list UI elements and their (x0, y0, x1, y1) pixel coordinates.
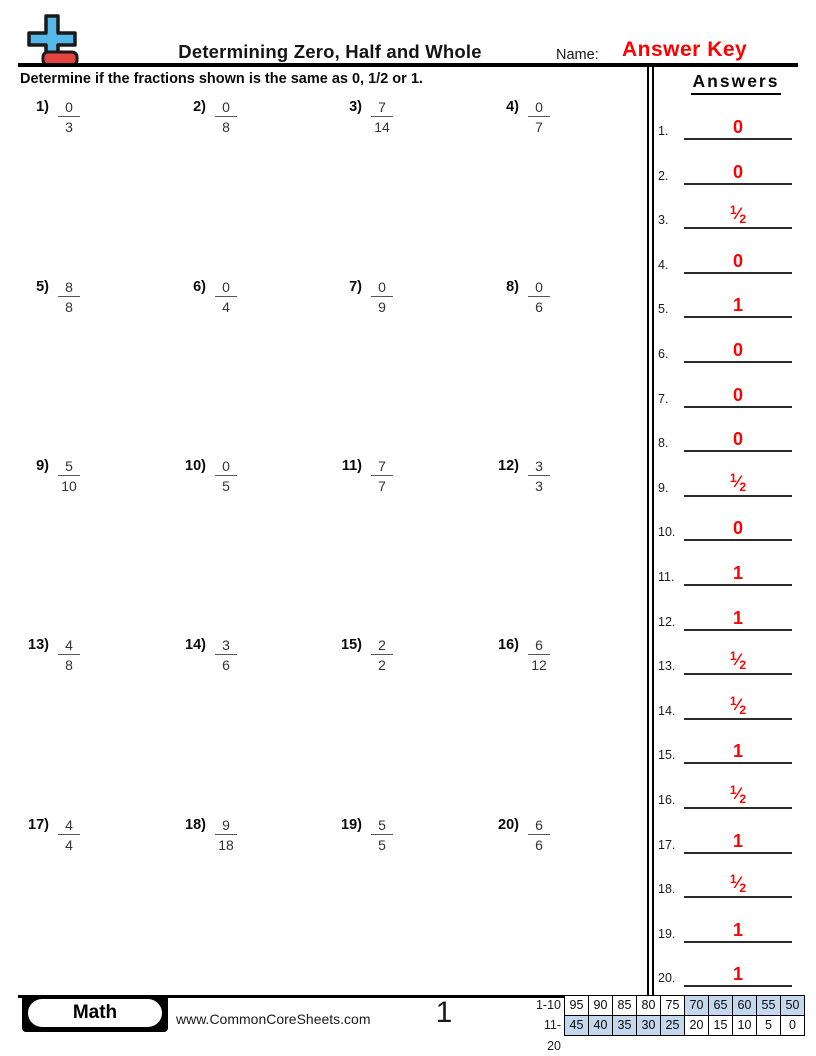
score-cell: 75 (660, 995, 685, 1016)
answer-row-19 (652, 914, 816, 943)
answer-row-20 (652, 958, 816, 987)
problem-9 (22, 458, 80, 494)
answer-blank-line (684, 896, 792, 898)
answer-value: 1 (732, 563, 743, 583)
answer-row-12 (652, 602, 816, 631)
problem-fraction (215, 817, 237, 853)
problem-fraction (371, 637, 393, 673)
answer-value: 0 (732, 162, 743, 182)
problem-13 (22, 637, 80, 673)
answer-value: 0 (732, 385, 743, 405)
answer-blank-line (684, 539, 792, 541)
answer-number: 10. (658, 525, 676, 539)
answer-number: 16. (658, 793, 676, 807)
fraction-numerator: 3 (215, 637, 237, 655)
answers-title: Answers (691, 71, 782, 95)
answer-row-5 (652, 289, 816, 318)
answer-row-6 (652, 334, 816, 363)
answer-number: 3. (658, 213, 669, 227)
fraction-numerator: 5 (371, 817, 393, 835)
problem-11 (335, 458, 393, 494)
problem-fraction (58, 458, 80, 494)
problem-fraction (58, 99, 80, 135)
score-cell: 30 (636, 1015, 661, 1036)
answer-blank-line (684, 673, 792, 675)
answer-number: 20. (658, 971, 676, 985)
answer-value: $^1$⁄2 (729, 471, 747, 494)
fraction-numerator: 0 (58, 99, 80, 117)
problem-10 (179, 458, 237, 494)
answer-blank-line (684, 718, 792, 720)
problem-number: 8) (506, 279, 519, 295)
problem-fraction (528, 637, 550, 673)
score-cell: 55 (756, 995, 781, 1016)
problem-17 (22, 817, 80, 853)
answer-blank-line (684, 807, 792, 809)
problem-5 (22, 279, 80, 315)
problem-fraction (58, 817, 80, 853)
website-url: www.CommonCoreSheets.com (176, 1011, 371, 1027)
answer-value: 0 (732, 340, 743, 360)
fraction-denominator: 18 (218, 837, 234, 853)
answer-value: 1 (732, 831, 743, 851)
problem-2 (179, 99, 237, 135)
fraction-denominator: 5 (378, 837, 386, 853)
answer-number: 17. (658, 838, 676, 852)
answer-number: 19. (658, 927, 676, 941)
answer-row-14 (652, 691, 816, 720)
fraction-denominator: 6 (535, 837, 543, 853)
score-cell: 80 (636, 995, 661, 1016)
fraction-denominator: 4 (222, 299, 230, 315)
answer-row-4 (652, 245, 816, 274)
answer-row-2 (652, 156, 816, 185)
score-cell: 90 (588, 995, 613, 1016)
problem-number: 14) (185, 637, 206, 653)
fraction-numerator: 8 (58, 279, 80, 297)
problem-20 (492, 817, 550, 853)
fraction-denominator: 8 (222, 119, 230, 135)
problem-number: 17) (28, 817, 49, 833)
answer-row-7 (652, 379, 816, 408)
fraction-numerator: 0 (215, 279, 237, 297)
score-cell: 45 (564, 1015, 589, 1036)
answer-row-13 (652, 646, 816, 675)
problem-19 (335, 817, 393, 853)
answer-blank-line (684, 450, 792, 452)
problem-16 (492, 637, 550, 673)
fraction-numerator: 4 (58, 817, 80, 835)
score-cell: 25 (660, 1015, 685, 1036)
answer-key-label: Answer Key (622, 38, 748, 61)
answer-row-11 (652, 557, 816, 586)
answer-row-1 (652, 111, 816, 140)
answer-value: 0 (732, 117, 743, 137)
answer-value: $^1$⁄2 (729, 872, 747, 895)
problem-14 (179, 637, 237, 673)
fraction-denominator: 7 (535, 119, 543, 135)
answer-value: $^1$⁄2 (729, 649, 747, 672)
problem-fraction (215, 99, 237, 135)
answers-header (656, 71, 816, 95)
fraction-numerator: 5 (58, 458, 80, 476)
score-cell: 0 (780, 1015, 805, 1036)
answer-row-16 (652, 780, 816, 809)
answer-blank-line (684, 629, 792, 631)
problem-fraction (528, 279, 550, 315)
score-row-label: 11-20 (543, 1018, 561, 1053)
score-cell: 95 (564, 995, 589, 1016)
problem-number: 18) (185, 817, 206, 833)
fraction-numerator: 6 (528, 637, 550, 655)
problem-number: 6) (193, 279, 206, 295)
problem-fraction (371, 99, 393, 135)
answer-row-18 (652, 869, 816, 898)
answer-number: 9. (658, 481, 669, 495)
problem-number: 3) (349, 99, 362, 115)
problem-number: 4) (506, 99, 519, 115)
score-cell: 60 (732, 995, 757, 1016)
answer-number: 18. (658, 882, 676, 896)
answer-row-9 (652, 468, 816, 497)
answer-value: 0 (732, 429, 743, 449)
fraction-denominator: 8 (65, 657, 73, 673)
fraction-numerator: 7 (371, 99, 393, 117)
problem-number: 15) (341, 637, 362, 653)
answer-blank-line (684, 406, 792, 408)
answer-number: 4. (658, 258, 669, 272)
fraction-denominator: 3 (535, 478, 543, 494)
name-label: Name: (556, 47, 599, 63)
answer-number: 13. (658, 659, 676, 673)
fraction-numerator: 4 (58, 637, 80, 655)
fraction-denominator: 3 (65, 119, 73, 135)
problem-15 (335, 637, 393, 673)
fraction-denominator: 8 (65, 299, 73, 315)
answer-number: 8. (658, 436, 669, 450)
answer-row-17 (652, 825, 816, 854)
problem-fraction (528, 817, 550, 853)
score-cell: 85 (612, 995, 637, 1016)
fraction-numerator: 0 (371, 279, 393, 297)
subject-badge-label: Math (28, 999, 162, 1027)
problem-number: 1) (36, 99, 49, 115)
answer-value: 1 (732, 295, 743, 315)
answer-blank-line (684, 183, 792, 185)
problem-3 (335, 99, 393, 135)
problem-number: 20) (498, 817, 519, 833)
answer-number: 7. (658, 392, 669, 406)
score-cell: 70 (684, 995, 709, 1016)
problem-fraction (371, 279, 393, 315)
problem-number: 16) (498, 637, 519, 653)
problem-number: 5) (36, 279, 49, 295)
problem-number: 7) (349, 279, 362, 295)
answer-blank-line (684, 985, 792, 987)
answer-blank-line (684, 941, 792, 943)
problem-12 (492, 458, 550, 494)
answer-blank-line (684, 495, 792, 497)
problem-number: 2) (193, 99, 206, 115)
fraction-numerator: 0 (215, 99, 237, 117)
problem-fraction (371, 817, 393, 853)
problem-6 (179, 279, 237, 315)
fraction-numerator: 2 (371, 637, 393, 655)
problem-number: 13) (28, 637, 49, 653)
problem-fraction (215, 458, 237, 494)
problem-number: 10) (185, 458, 206, 474)
score-row-1-10 (532, 995, 805, 1016)
score-cell: 5 (756, 1015, 781, 1036)
problem-1 (22, 99, 80, 135)
problem-8 (492, 279, 550, 315)
answer-number: 5. (658, 302, 669, 316)
answer-value: 1 (732, 741, 743, 761)
answer-blank-line (684, 138, 792, 140)
answer-number: 6. (658, 347, 669, 361)
answer-row-10 (652, 512, 816, 541)
answer-row-8 (652, 423, 816, 452)
problem-7 (335, 279, 393, 315)
page-number: 1 (435, 996, 453, 1029)
answer-value: $^1$⁄2 (729, 203, 747, 226)
answer-number: 2. (658, 169, 669, 183)
fraction-denominator: 6 (535, 299, 543, 315)
fraction-numerator: 3 (528, 458, 550, 476)
answer-blank-line (684, 852, 792, 854)
problem-fraction (528, 458, 550, 494)
problem-18 (179, 817, 237, 853)
fraction-denominator: 7 (378, 478, 386, 494)
fraction-denominator: 14 (374, 119, 390, 135)
answer-blank-line (684, 584, 792, 586)
answer-row-3 (652, 200, 816, 229)
fraction-denominator: 4 (65, 837, 73, 853)
problem-number: 11) (341, 458, 362, 474)
problem-fraction (215, 637, 237, 673)
answer-number: 14. (658, 704, 676, 718)
answer-value: 1 (732, 608, 743, 628)
answer-value: $^1$⁄2 (729, 783, 747, 806)
instruction-text: Determine if the fractions shown is the same as 0, 1/2 or 1. (20, 71, 423, 87)
fraction-numerator: 0 (528, 279, 550, 297)
answer-value: 1 (732, 920, 743, 940)
subject-badge (22, 995, 168, 1032)
problem-number: 9) (36, 458, 49, 474)
fraction-denominator: 9 (378, 299, 386, 315)
fraction-numerator: 7 (371, 458, 393, 476)
answer-value: 0 (732, 251, 743, 271)
score-cell: 35 (612, 1015, 637, 1036)
answer-blank-line (684, 272, 792, 274)
fraction-numerator: 0 (528, 99, 550, 117)
header-rule (18, 63, 798, 67)
answer-blank-line (684, 361, 792, 363)
fraction-denominator: 12 (531, 657, 547, 673)
problem-number: 12) (498, 458, 519, 474)
problem-fraction (58, 637, 80, 673)
fraction-denominator: 2 (378, 657, 386, 673)
fraction-denominator: 6 (222, 657, 230, 673)
score-cell: 40 (588, 1015, 613, 1036)
answer-value: 0 (732, 518, 743, 538)
answer-blank-line (684, 316, 792, 318)
score-cell: 15 (708, 1015, 733, 1036)
answer-number: 15. (658, 748, 676, 762)
problem-fraction (528, 99, 550, 135)
score-cell: 65 (708, 995, 733, 1016)
answer-number: 11. (658, 570, 675, 584)
fraction-numerator: 9 (215, 817, 237, 835)
score-cell: 10 (732, 1015, 757, 1036)
score-cell: 20 (684, 1015, 709, 1036)
answer-number: 12. (658, 615, 676, 629)
fraction-numerator: 6 (528, 817, 550, 835)
problem-4 (492, 99, 550, 135)
fraction-denominator: 5 (222, 478, 230, 494)
score-cell: 50 (780, 995, 805, 1016)
answer-blank-line (684, 227, 792, 229)
score-row-11-20 (532, 1015, 805, 1053)
score-row-label: 1-10 (535, 998, 561, 1012)
fraction-denominator: 10 (61, 478, 77, 494)
problem-number: 19) (341, 817, 362, 833)
problem-fraction (58, 279, 80, 315)
answer-blank-line (684, 762, 792, 764)
answer-row-15 (652, 735, 816, 764)
fraction-numerator: 0 (215, 458, 237, 476)
problem-fraction (371, 458, 393, 494)
worksheet-title: Determining Zero, Half and Whole (178, 41, 482, 62)
answer-number: 1. (658, 124, 669, 138)
answer-value: 1 (732, 964, 743, 984)
problem-fraction (215, 279, 237, 315)
answer-value: $^1$⁄2 (729, 694, 747, 717)
